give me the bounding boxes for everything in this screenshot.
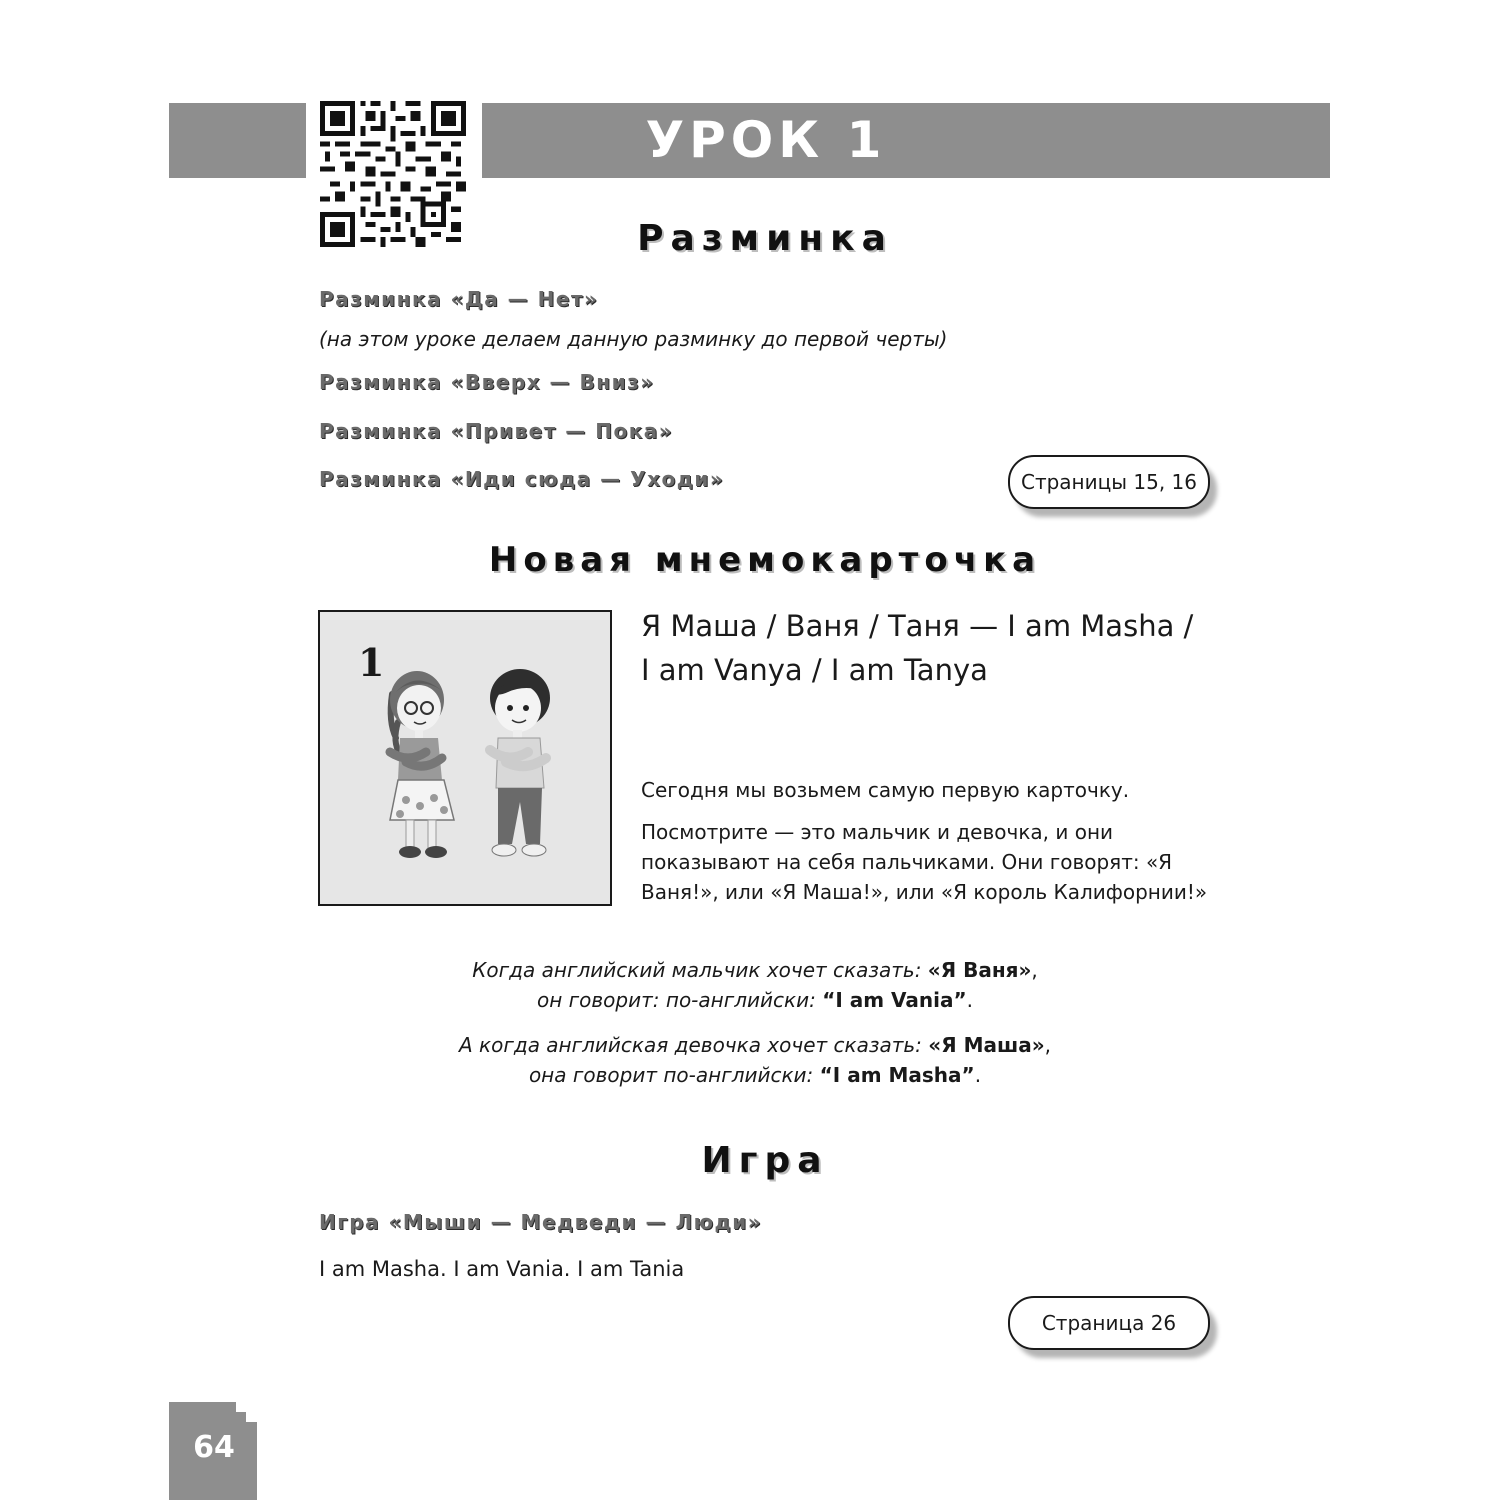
warmup-item-hello-bye: Разминка «Привет — Пока» [319,419,674,443]
warmup-item-come-go: Разминка «Иди сюда — Уходи» [319,467,725,491]
card-paragraph-1: Сегодня мы возьмем самую первую карточку. [641,778,1130,802]
children-illustration [320,612,610,904]
lesson-title: УРОК 1 [645,111,887,169]
card-heading: Новая мнемокарточка [488,540,1042,580]
boy-figure [490,669,550,856]
game-heading: Игра [701,1140,829,1181]
explanation-girl: А когда английская девочка хочет сказать: «Я Маша», она говорит по-английски: “I am Masha”. [459,1033,1051,1087]
game-text: I am Masha. I am Vania. I am Tania [319,1257,685,1281]
warmup-item-up-down: Разминка «Вверх — Вниз» [319,370,655,394]
explanation-girl-quote-ru: «Я Маша» [928,1033,1045,1057]
explanation-girl-line1: А когда английская девочка хочет сказать: [459,1033,929,1057]
card-paragraph-2: Посмотрите — это мальчик и девочка, и они показывают на себя пальчиками. Они говорят: «Я Ваня!», или «Я Маша!», или «Я король Калифорнии!» [641,820,1208,904]
page-tab-pixel [238,1412,246,1420]
mnemo-card-image [318,610,612,906]
explanation-girl-line2: она говорит по-английски: [528,1063,820,1087]
card-number: 1 [358,640,385,685]
pages-badge-game: Страница 26 [1008,1296,1210,1350]
explanation-boy-quote-en: “I am Vania” [822,988,967,1012]
explanation-girl-quote-en: “I am Masha” [819,1063,975,1087]
explanation-boy-line1: Когда английский мальчик хочет сказать: [472,958,928,982]
header-banner-left [169,103,306,178]
page-number: 64 [193,1430,235,1465]
page-tab-notch [246,1412,257,1422]
explanation-boy: Когда английский мальчик хочет сказать: «Я Ваня», он говорит: по-английски: “I am Vania”. [472,958,1038,1012]
page-tab-notch [236,1402,257,1412]
card-phrase: Я Маша / Ваня / Таня — I am Masha / I am Vanya / I am Tanya [641,609,1194,687]
explanation-boy-line2: он говорит: по-английски: [536,988,823,1012]
warmup-note: (на этом уроке делаем данную разминку до первой черты) [319,327,948,351]
warmup-heading: Разминка [637,218,893,259]
pages-badge-warmup: Страницы 15, 16 [1008,455,1210,509]
warmup-item-yes-no: Разминка «Да — Нет» [319,287,599,311]
girl-figure [390,671,454,858]
explanation-boy-quote-ru: «Я Ваня» [927,958,1032,982]
game-item: Игра «Мыши — Медведи — Люди» [319,1210,763,1234]
